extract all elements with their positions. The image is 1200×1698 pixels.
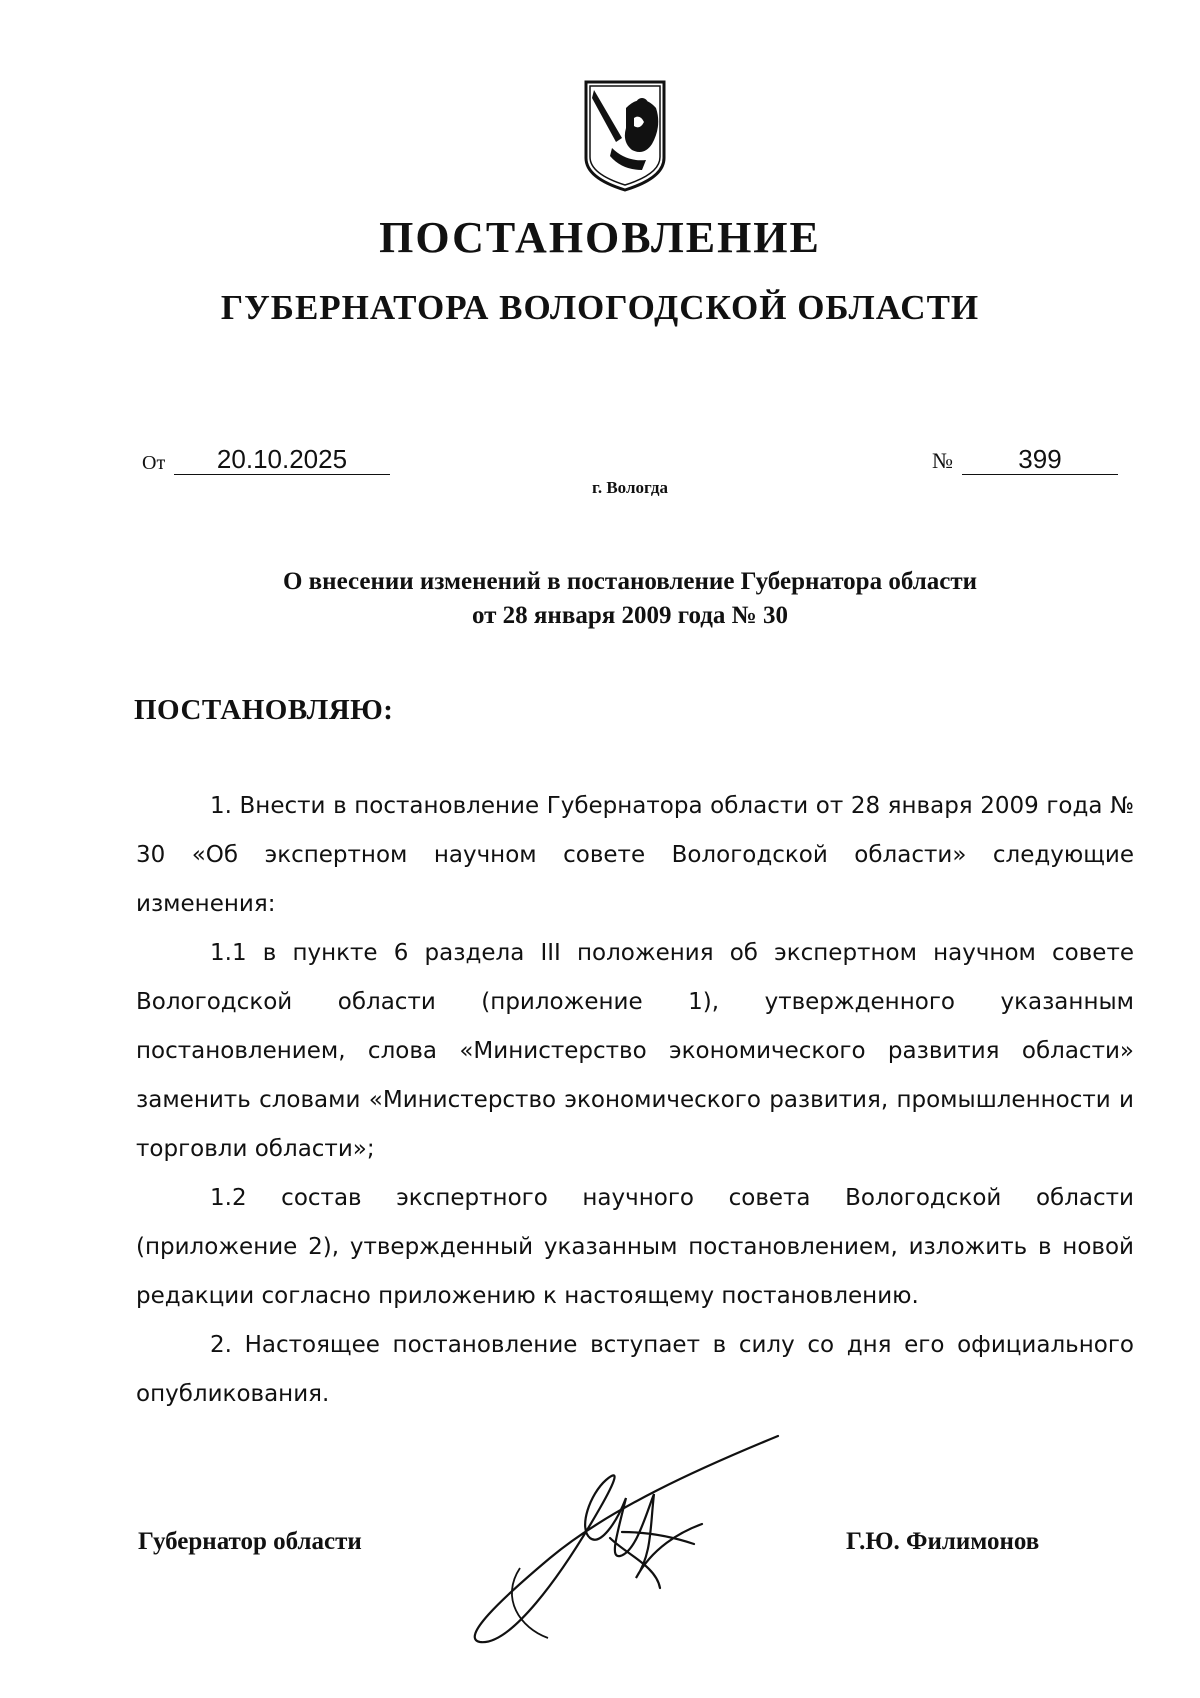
- paragraph: 1. Внести в постановление Губернатора области от 28 января 2009 года № 30 «Об экспертном научном совете Вологодской области» следующие изменения:: [136, 793, 1134, 917]
- coat-of-arms-icon: [582, 78, 668, 194]
- handwritten-signature: [440, 1428, 800, 1648]
- document-title: ПОСТАНОВЛЕНИЕ: [379, 213, 821, 262]
- number-value: 399: [962, 444, 1118, 475]
- subject-heading: [0, 565, 1200, 633]
- document-body: [136, 782, 1134, 1419]
- paragraph: 1.2 состав экспертного научного совета Вологодской области (приложение 2), утвержденный указанным постановлением, изложить в новой редакции согласно приложению к настоящему постановлению.: [136, 1185, 1134, 1309]
- paragraph: 1.1 в пункте 6 раздела III положения об экспертном научном совете Вологодской области (приложение 1), утвержденного указанным постановлением, слова «Министерство экономического развития области» заменить словами «Министерство экономического развития, промышленности и торговли области»;: [136, 940, 1134, 1162]
- signatory-role: Губернатор области: [138, 1528, 362, 1555]
- number-label: №: [932, 448, 953, 473]
- date-label: От: [142, 452, 166, 474]
- document-subtitle: ГУБЕРНАТОРА ВОЛОГОДСКОЙ ОБЛАСТИ: [220, 288, 980, 327]
- subject-line-2: от 28 января 2009 года № 30: [471, 602, 789, 629]
- signatory-name: Г.Ю. Филимонов: [846, 1528, 1040, 1555]
- date-value: 20.10.2025: [174, 444, 390, 475]
- paragraph: 2. Настоящее постановление вступает в силу со дня его официального опубликования.: [136, 1332, 1134, 1407]
- decree-heading: ПОСТАНОВЛЯЮ:: [134, 694, 394, 726]
- subject-line-1: О внесении изменений в постановление Губернатора области: [282, 568, 978, 595]
- city-label: г. Вологда: [592, 478, 668, 497]
